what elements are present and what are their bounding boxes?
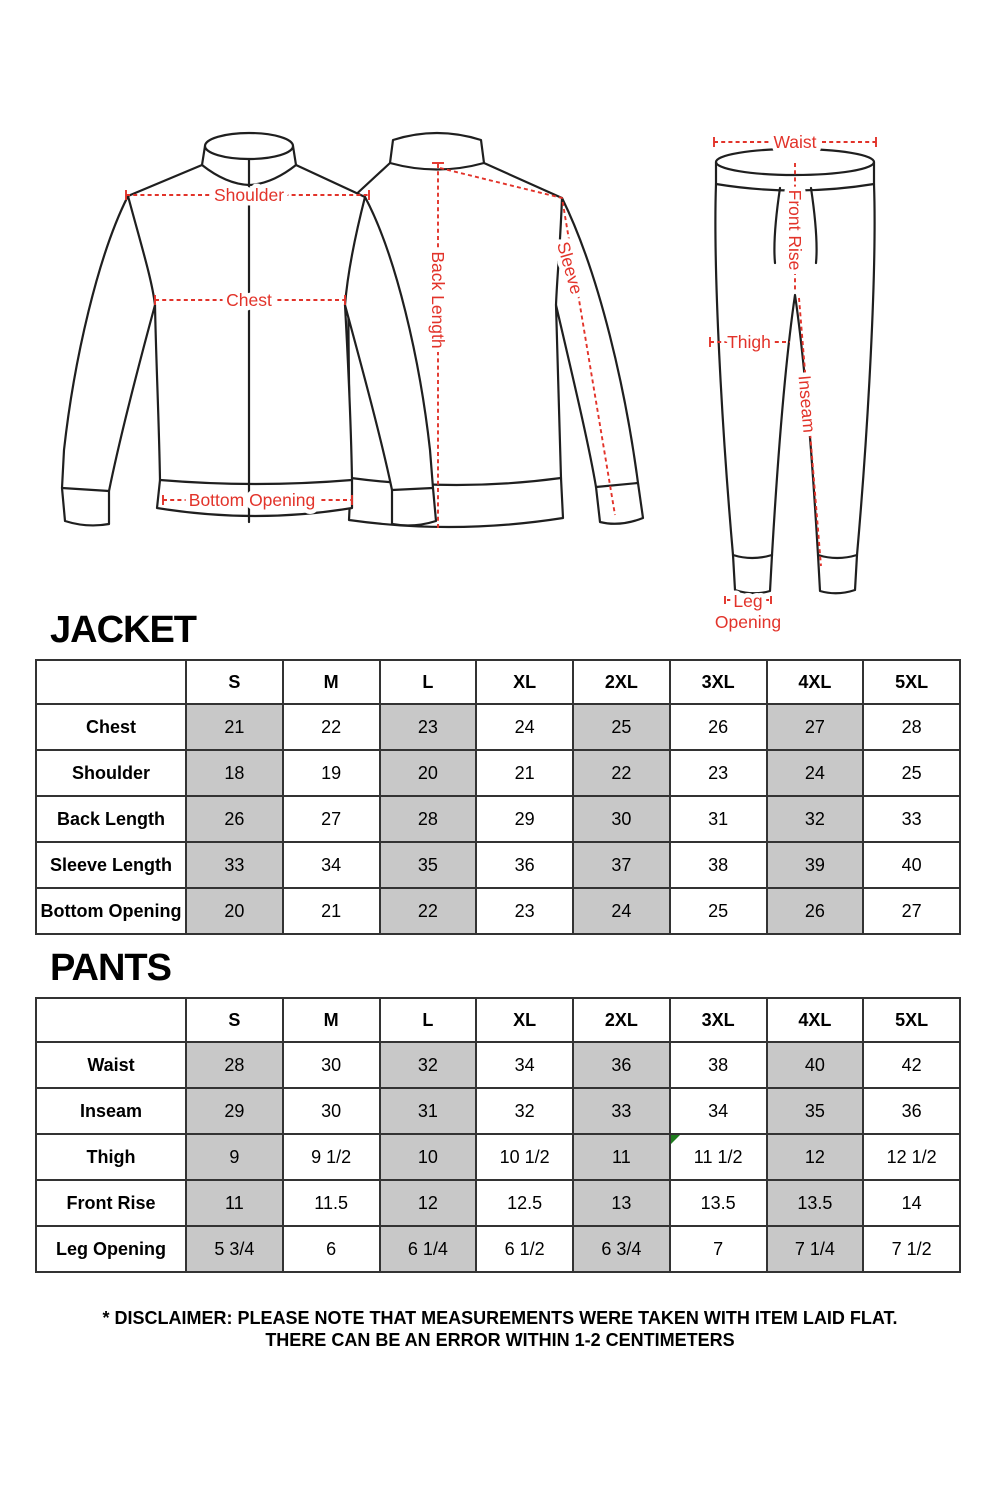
size-header-row <box>36 660 960 704</box>
size-value-cell: 34 <box>283 842 380 888</box>
size-value-cell: 22 <box>380 888 477 934</box>
size-value-cell: 37 <box>573 842 670 888</box>
measurement-row-label: Front Rise <box>36 1180 186 1226</box>
size-value-cell: 11.5 <box>283 1180 380 1226</box>
size-column-header: M <box>283 660 380 704</box>
size-column-header: 3XL <box>670 998 767 1042</box>
jacket-size-table <box>35 659 961 935</box>
size-value-cell: 23 <box>670 750 767 796</box>
pants-section-title: PANTS <box>50 947 171 989</box>
size-column-header: 5XL <box>863 998 960 1042</box>
size-value-cell: 29 <box>476 796 573 842</box>
size-value-cell: 35 <box>380 842 477 888</box>
size-value-cell: 19 <box>283 750 380 796</box>
size-value-cell: 5 3/4 <box>186 1226 283 1272</box>
size-value-cell: 32 <box>767 796 864 842</box>
size-value-cell: 12 <box>380 1180 477 1226</box>
size-value-cell: 13.5 <box>670 1180 767 1226</box>
size-value-cell: 6 3/4 <box>573 1226 670 1272</box>
size-column-header: M <box>283 998 380 1042</box>
size-value-cell: 27 <box>863 888 960 934</box>
size-value-cell: 9 <box>186 1134 283 1180</box>
size-value-cell: 24 <box>573 888 670 934</box>
size-value-cell: 18 <box>186 750 283 796</box>
size-value-cell: 30 <box>573 796 670 842</box>
size-value-cell: 12 <box>767 1134 864 1180</box>
measurement-row <box>36 888 960 934</box>
shoulder-measure-label: Shoulder <box>213 185 285 205</box>
disclaimer-line-1: * DISCLAIMER: PLEASE NOTE THAT MEASUREMENTS WERE TAKEN WITH ITEM LAID FLAT. <box>102 1308 898 1328</box>
measurement-row <box>36 1088 960 1134</box>
size-value-cell: 13 <box>573 1180 670 1226</box>
front-rise-measure-label: Front Rise <box>785 189 805 271</box>
size-value-cell: 10 1/2 <box>476 1134 573 1180</box>
size-column-header: XL <box>476 660 573 704</box>
pants-size-table <box>35 997 961 1273</box>
size-value-cell: 7 <box>670 1226 767 1272</box>
back-length-measure-label: Back Length <box>428 251 448 349</box>
size-value-cell: 28 <box>186 1042 283 1088</box>
size-value-cell: 11 <box>573 1134 670 1180</box>
size-value-cell: 14 <box>863 1180 960 1226</box>
measurement-row-label: Thigh <box>36 1134 186 1180</box>
size-value-cell: 27 <box>767 704 864 750</box>
size-value-cell: 30 <box>283 1088 380 1134</box>
size-column-header: L <box>380 660 477 704</box>
size-value-cell: 30 <box>283 1042 380 1088</box>
measurement-row <box>36 796 960 842</box>
chest-measure-label: Chest <box>226 290 272 310</box>
size-value-cell: 6 <box>283 1226 380 1272</box>
measurement-row-label: Bottom Opening <box>36 888 186 934</box>
size-value-cell: 23 <box>476 888 573 934</box>
size-value-cell: 11 <box>186 1180 283 1226</box>
thigh-measure-label: Thigh <box>727 332 771 352</box>
size-value-cell: 35 <box>767 1088 864 1134</box>
size-column-header: 4XL <box>767 660 864 704</box>
size-value-cell: 31 <box>670 796 767 842</box>
size-value-cell: 25 <box>863 750 960 796</box>
garment-diagrams <box>0 0 1000 640</box>
size-column-header: S <box>186 998 283 1042</box>
size-value-cell: 40 <box>767 1042 864 1088</box>
size-value-cell: 21 <box>283 888 380 934</box>
size-value-cell: 24 <box>767 750 864 796</box>
size-value-cell: 6 1/2 <box>476 1226 573 1272</box>
jacket-section-title: JACKET <box>50 609 197 651</box>
size-value-cell: 39 <box>767 842 864 888</box>
measurement-row-label: Sleeve Length <box>36 842 186 888</box>
size-header-row <box>36 998 960 1042</box>
size-value-cell: 34 <box>476 1042 573 1088</box>
size-value-cell: 20 <box>380 750 477 796</box>
size-value-cell: 13.5 <box>767 1180 864 1226</box>
size-column-header: 3XL <box>670 660 767 704</box>
size-column-header: S <box>186 660 283 704</box>
size-column-header: 4XL <box>767 998 864 1042</box>
size-value-cell: 24 <box>476 704 573 750</box>
size-value-cell: 21 <box>476 750 573 796</box>
size-column-header: L <box>380 998 477 1042</box>
inseam-measure-label: Inseam <box>794 374 820 434</box>
measurement-row <box>36 750 960 796</box>
size-value-cell: 33 <box>863 796 960 842</box>
size-column-header: XL <box>476 998 573 1042</box>
size-value-cell: 28 <box>863 704 960 750</box>
size-value-cell: 22 <box>283 704 380 750</box>
size-column-header: 5XL <box>863 660 960 704</box>
size-value-cell: 31 <box>380 1088 477 1134</box>
size-value-cell: 26 <box>767 888 864 934</box>
size-value-cell: 9 1/2 <box>283 1134 380 1180</box>
waist-measure-label: Waist <box>773 132 817 152</box>
size-value-cell: 32 <box>380 1042 477 1088</box>
size-value-cell: 11 1/2 <box>670 1134 767 1180</box>
size-value-cell: 26 <box>670 704 767 750</box>
measurement-row <box>36 842 960 888</box>
size-value-cell: 23 <box>380 704 477 750</box>
size-value-cell: 40 <box>863 842 960 888</box>
measurement-row-label: Leg Opening <box>36 1226 186 1272</box>
measurement-row-label: Shoulder <box>36 750 186 796</box>
bottom-opening-measure-label: Bottom Opening <box>188 490 316 510</box>
size-value-cell: 27 <box>283 796 380 842</box>
size-value-cell: 10 <box>380 1134 477 1180</box>
measurement-row-label: Waist <box>36 1042 186 1088</box>
size-value-cell: 20 <box>186 888 283 934</box>
measurement-row-label: Chest <box>36 704 186 750</box>
measurement-row-label: Back Length <box>36 796 186 842</box>
corner-cell <box>36 998 186 1042</box>
size-value-cell: 38 <box>670 1042 767 1088</box>
size-value-cell: 22 <box>573 750 670 796</box>
measurement-row <box>36 1180 960 1226</box>
size-column-header: 2XL <box>573 998 670 1042</box>
size-value-cell: 21 <box>186 704 283 750</box>
size-column-header: 2XL <box>573 660 670 704</box>
size-value-cell: 29 <box>186 1088 283 1134</box>
measurement-row <box>36 1042 960 1088</box>
size-value-cell: 36 <box>863 1088 960 1134</box>
disclaimer-line-2: THERE CAN BE AN ERROR WITHIN 1-2 CENTIMETERS <box>265 1330 735 1350</box>
measurement-row <box>36 1226 960 1272</box>
size-value-cell: 36 <box>476 842 573 888</box>
size-value-cell: 33 <box>573 1088 670 1134</box>
sleeve-measure-label: Sleeve <box>553 239 587 297</box>
size-value-cell: 33 <box>186 842 283 888</box>
size-value-cell: 7 1/4 <box>767 1226 864 1272</box>
leg-opening-measure-label-line1: Leg <box>733 591 763 611</box>
size-value-cell: 25 <box>573 704 670 750</box>
measurement-row <box>36 704 960 750</box>
measurement-row-label: Inseam <box>36 1088 186 1134</box>
size-value-cell: 34 <box>670 1088 767 1134</box>
corner-cell <box>36 660 186 704</box>
size-value-cell: 38 <box>670 842 767 888</box>
leg-opening-measure-label-line2: Opening <box>714 612 782 632</box>
size-value-cell: 42 <box>863 1042 960 1088</box>
measurement-row <box>36 1134 960 1180</box>
cell-comment-marker <box>671 1135 680 1144</box>
size-value-cell: 7 1/2 <box>863 1226 960 1272</box>
disclaimer <box>0 1307 1000 1351</box>
size-value-cell: 6 1/4 <box>380 1226 477 1272</box>
size-value-cell: 26 <box>186 796 283 842</box>
size-value-cell: 36 <box>573 1042 670 1088</box>
size-value-cell: 12.5 <box>476 1180 573 1226</box>
size-value-cell: 25 <box>670 888 767 934</box>
size-value-cell: 28 <box>380 796 477 842</box>
size-value-cell: 32 <box>476 1088 573 1134</box>
size-value-cell: 12 1/2 <box>863 1134 960 1180</box>
